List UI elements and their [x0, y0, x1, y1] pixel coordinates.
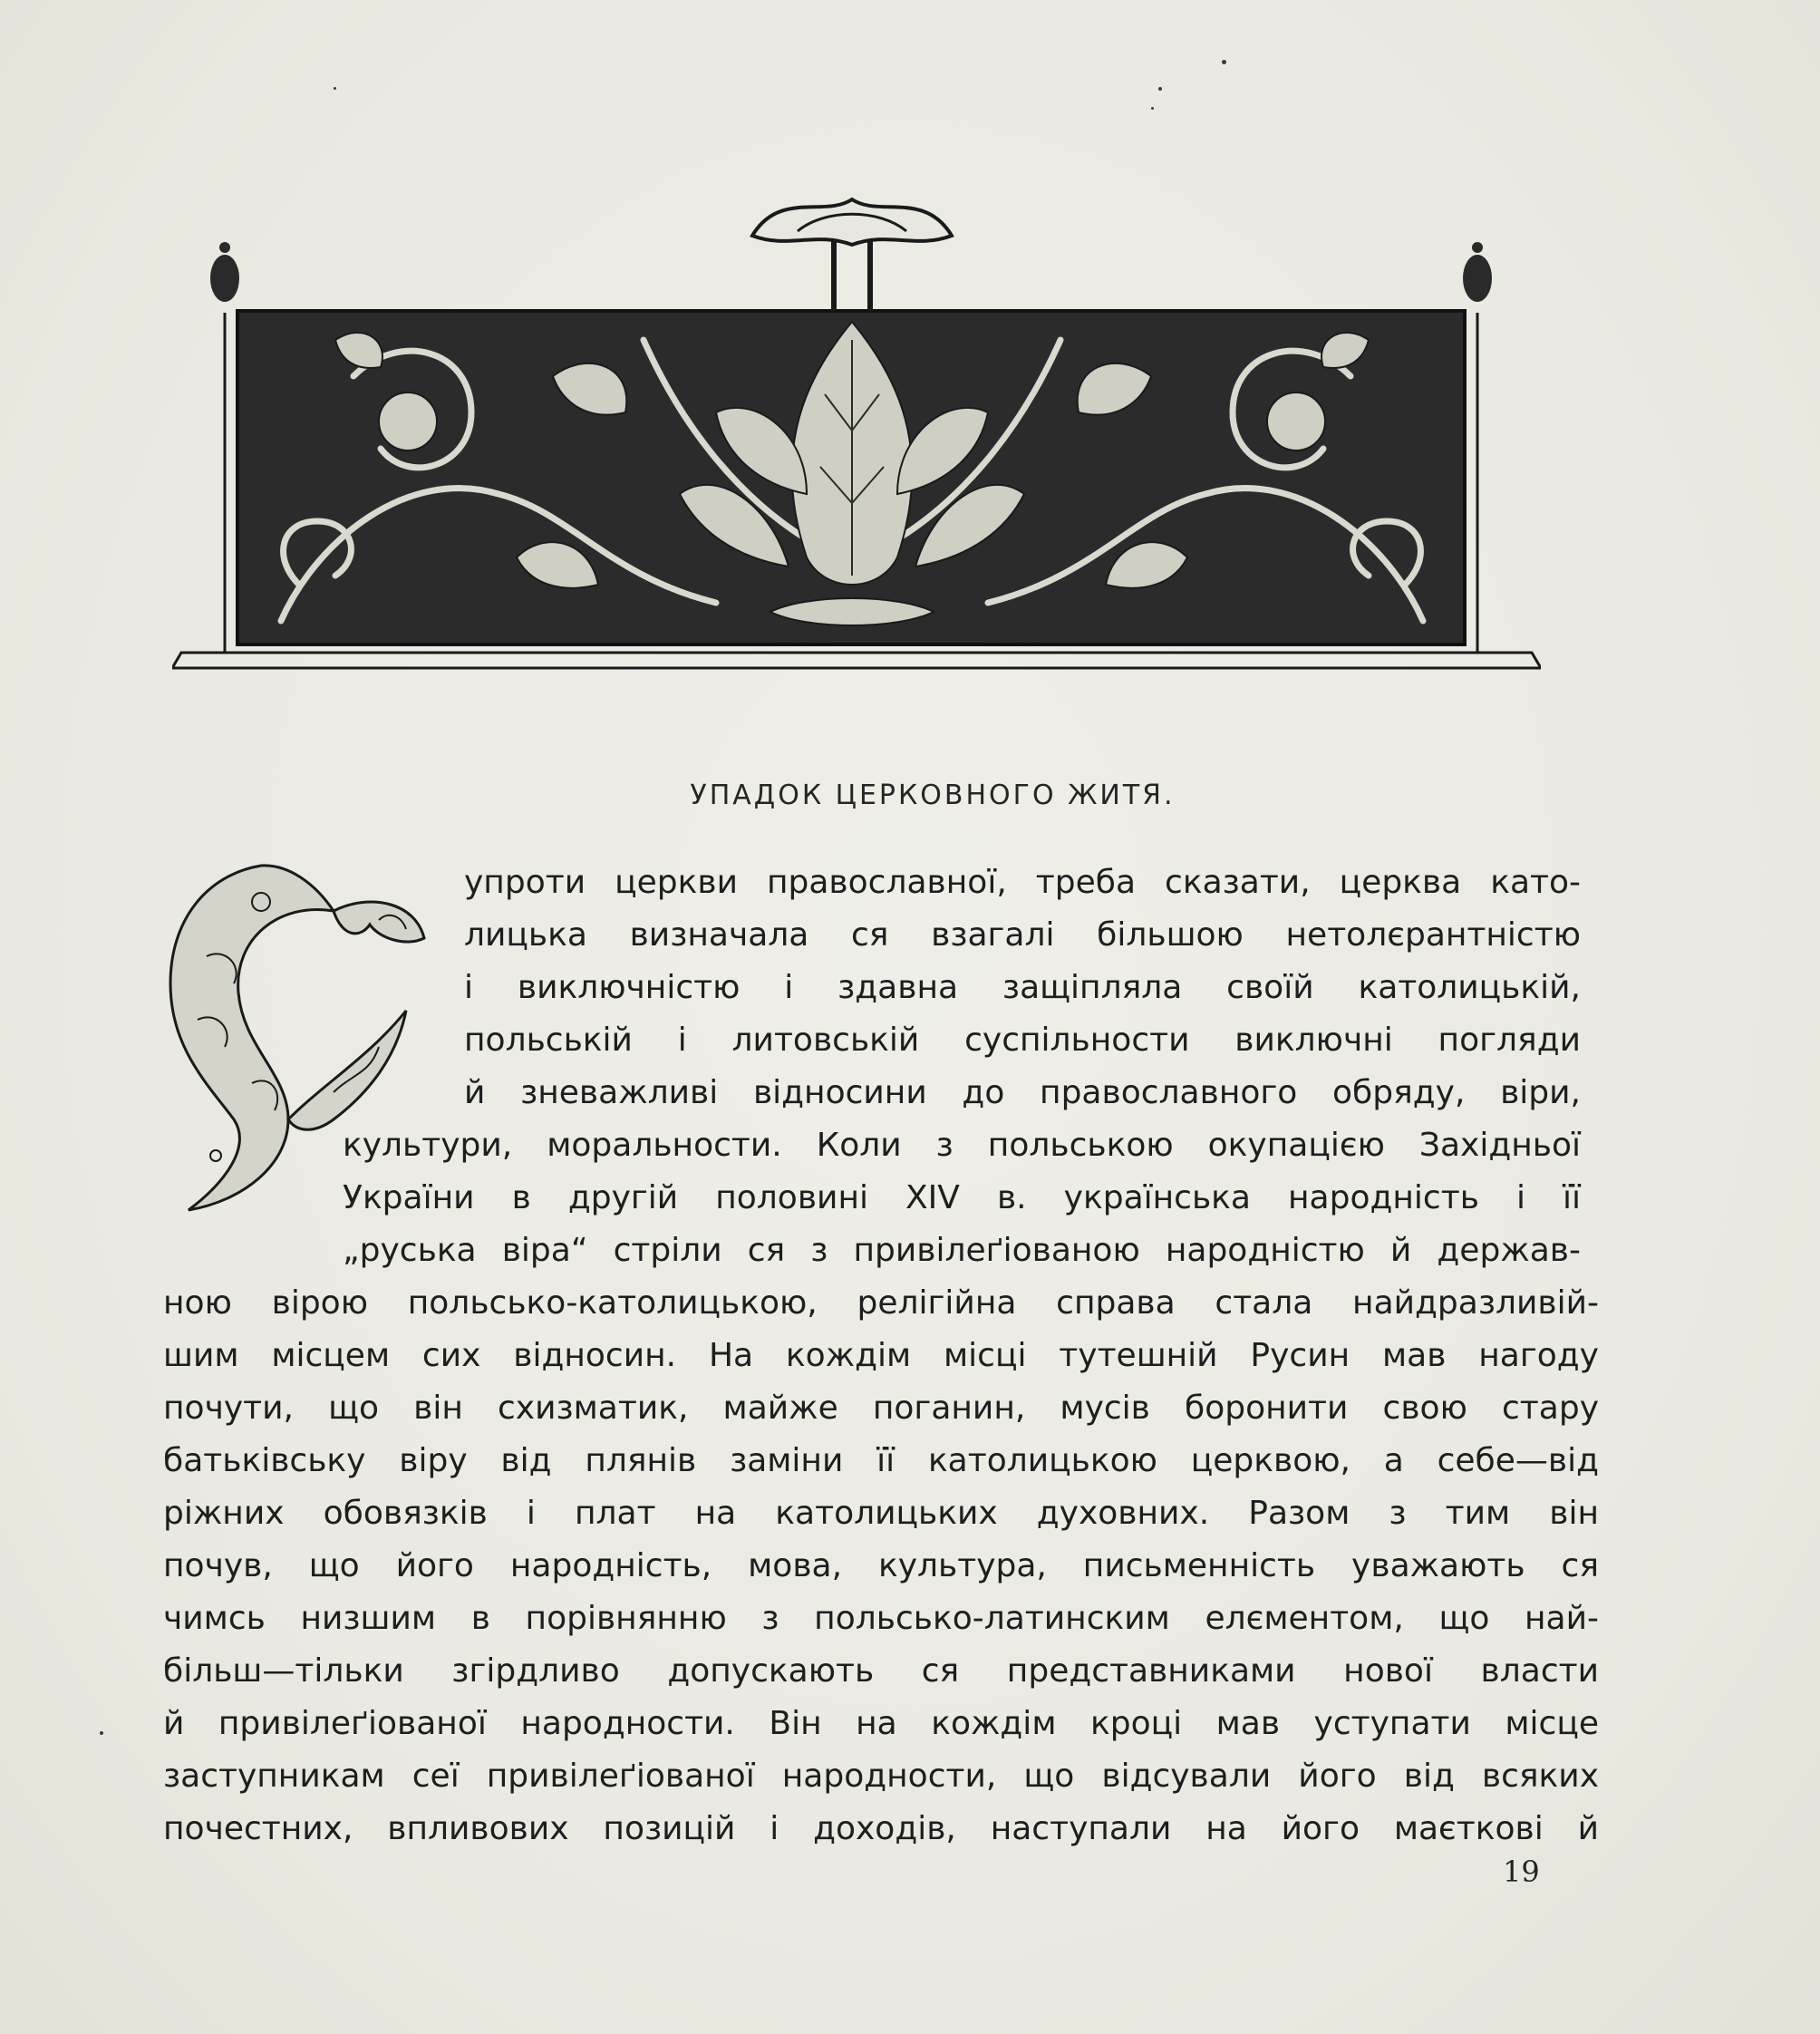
paper-speck	[1158, 87, 1162, 91]
chapter-title: УПАДОК ЦЕРКОВНОГО ЖИТЯ.	[690, 780, 1176, 811]
text-line: заступникам сеї привілеґіованої народности, що відсували його від всяких	[163, 1758, 1599, 1795]
text-line: й привілеґіованої народности. Він на кождім кроці мав уступати місце	[163, 1705, 1599, 1742]
ornamental-headpiece	[172, 195, 1541, 675]
text-line: й зневажливі відносини до православного обряду, віри,	[464, 1074, 1581, 1111]
text-line: ною вірою польсько-католицькою, релігійна справа стала найдразливій-	[163, 1284, 1599, 1322]
text-line: почестних, впливових позицій і доходів, наступали на його маєткові й	[163, 1810, 1599, 1847]
paper-speck	[1222, 60, 1226, 64]
text-line: „руська віра“ стріли ся з привілеґіованою народністю й держав-	[343, 1232, 1581, 1269]
text-line: ріжних обовязків і плат на католицьких духовних. Разом з тим він	[163, 1495, 1599, 1532]
paper-speck	[334, 87, 336, 90]
text-line: більш—тільки згірдливо допускають ся представниками нової власти	[163, 1652, 1599, 1690]
page-number: 19	[1503, 1855, 1540, 1889]
text-line: України в другій половині XIV в. українська народність і її	[343, 1179, 1581, 1216]
text-line: батьківську віру від плянів заміни її католицькою церквою, а себе—від	[163, 1442, 1599, 1479]
text-line: лицька визначала ся взагалі більшою нетолєрантністю	[464, 916, 1581, 954]
text-line: почути, що він схизматик, майже поганин, мусів боронити свою стару	[163, 1390, 1599, 1427]
paper-speck	[100, 1731, 103, 1735]
text-line: почув, що його народність, мова, культура, письменність уважають ся	[163, 1547, 1599, 1584]
paper-speck	[1151, 107, 1154, 110]
text-line: упроти церкви православної, треба сказати, церква като-	[464, 864, 1581, 901]
text-line: польській і литовській суспільности виключні погляди	[464, 1022, 1581, 1059]
text-line: і виключністю і здавна защіпляла своїй католицькій,	[464, 969, 1581, 1006]
text-line: шим місцем сих відносин. На кождім місці тутешній Русин мав нагоду	[163, 1337, 1599, 1374]
text-line: культури, моральности. Коли з польською окупацією Західньої	[343, 1127, 1581, 1164]
text-line: чимсь низшим в порівнянню з польсько-латинским елєментом, що най-	[163, 1600, 1599, 1637]
